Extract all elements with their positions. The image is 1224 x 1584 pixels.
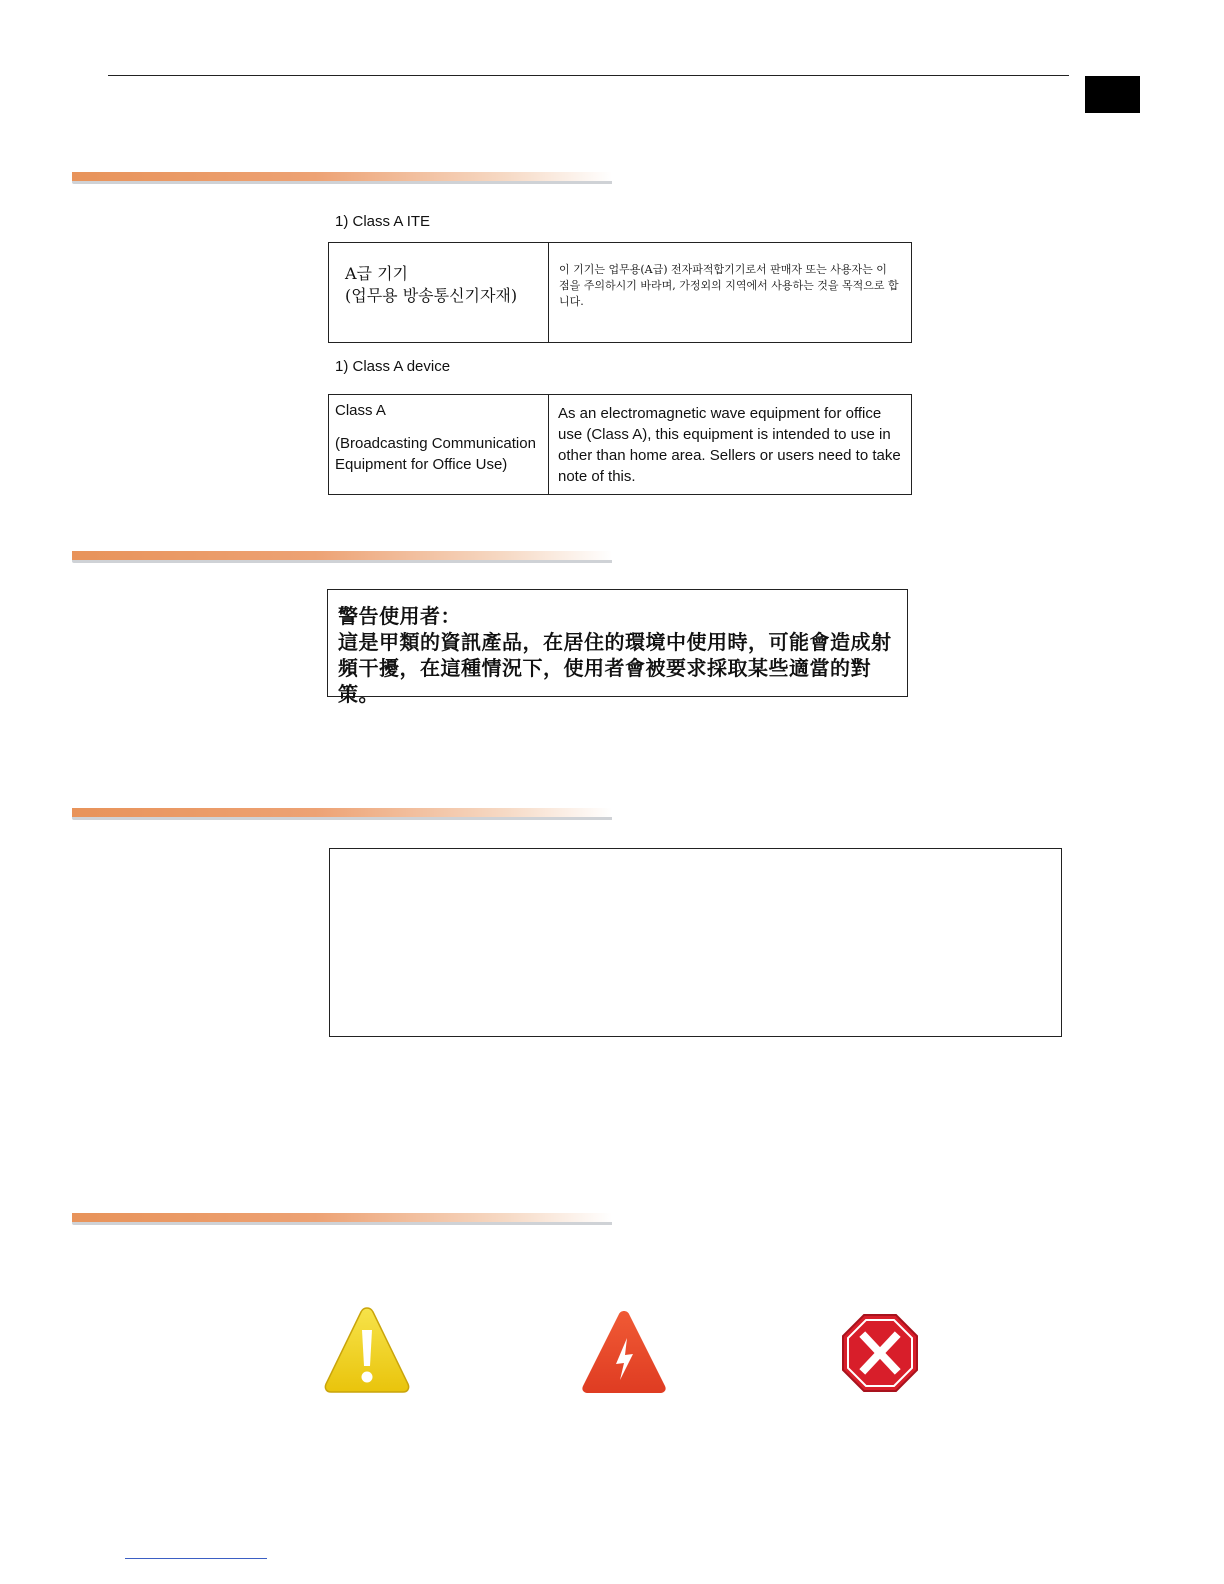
- class-a-device-label-line1: Class A: [335, 402, 386, 419]
- class-a-ite-text-cell: 이 기기는 업무용(A급) 전자파적합기기로서 판매자 또는 사용자는 이 점을 주의하시기 바라며, 가정외의 지역에서 사용하는 것을 목적으로 합니다.: [559, 263, 899, 308]
- class-a-device-text-cell: As an electromagnetic wave equipment for office use (Class A), this equipment is intended to use in other than home area. Sellers or users need to take note of this.: [558, 405, 901, 485]
- class-a-ite-caption: 1) Class A ITE: [335, 213, 431, 230]
- class-a-device-table: [328, 394, 912, 495]
- class-a-device-caption: 1) Class A device: [335, 358, 451, 375]
- class-a-ite-label-cell: [329, 243, 549, 342]
- class-a-ite-label-line1: A급 기기: [345, 264, 409, 283]
- bsmi-warning-title: 警告使用者：: [338, 604, 461, 628]
- section-bar-1: [72, 172, 612, 184]
- section-bar-4: [72, 1213, 612, 1225]
- footer-link-underline[interactable]: [125, 1558, 267, 1559]
- section-bar-2: [72, 551, 612, 563]
- bsmi-warning-body: 這是甲類的資訊產品，在居住的環境中使用時，可能會造成射頻干擾，在這種情況下，使用者會被要求採取某些適當的對策。: [338, 630, 892, 706]
- class-a-ite-table: [328, 242, 912, 343]
- electric-shock-icon: [580, 1308, 668, 1396]
- bsmi-warning-box: [327, 589, 908, 706]
- warning-triangle-icon: [323, 1304, 411, 1396]
- stop-x-icon: [840, 1312, 920, 1394]
- section-bar-3: [72, 808, 612, 820]
- class-a-device-label-line2: (Broadcasting Communication Equipment for Office Use): [335, 435, 536, 473]
- page-corner-tab: [1085, 76, 1140, 113]
- header-rule: [108, 75, 1069, 76]
- class-a-device-label-cell: [329, 395, 549, 494]
- empty-content-box: [329, 848, 1062, 1037]
- class-a-ite-label-line2: (업무용 방송통신기자재): [345, 286, 518, 305]
